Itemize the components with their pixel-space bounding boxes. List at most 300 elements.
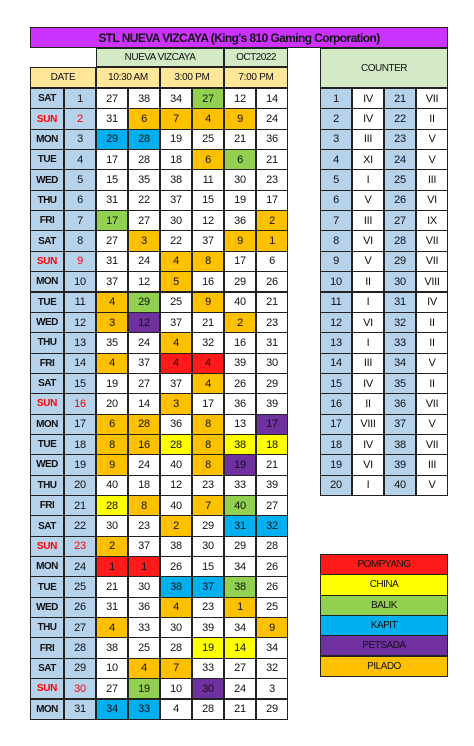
counter-cell: V bbox=[416, 149, 448, 170]
day-cell: THU bbox=[30, 617, 64, 638]
counter-cell: 29 bbox=[384, 251, 416, 272]
counter-cell: VII bbox=[416, 393, 448, 414]
date-cell: 31 bbox=[64, 699, 96, 720]
result-number-cell: 34 bbox=[256, 637, 288, 658]
result-number-cell: 28 bbox=[160, 637, 192, 658]
day-cell: WED bbox=[30, 312, 64, 333]
counter-cell: 17 bbox=[320, 414, 352, 435]
result-number-cell: 14 bbox=[128, 393, 160, 414]
result-number-cell: 16 bbox=[128, 434, 160, 455]
result-number-cell: 23 bbox=[192, 475, 224, 496]
date-cell: 21 bbox=[64, 495, 96, 516]
result-number-cell: 4 bbox=[160, 699, 192, 720]
counter-cell: 35 bbox=[384, 373, 416, 394]
result-number-cell: 27 bbox=[96, 230, 128, 251]
date-cell: 22 bbox=[64, 515, 96, 536]
result-number-cell: 36 bbox=[256, 129, 288, 150]
result-number-cell: 29 bbox=[96, 129, 128, 150]
counter-cell: 14 bbox=[320, 353, 352, 374]
result-number-cell: 7 bbox=[192, 495, 224, 516]
result-number-cell: 4 bbox=[192, 373, 224, 394]
result-number-cell: 38 bbox=[160, 536, 192, 557]
result-number-cell: 4 bbox=[192, 353, 224, 374]
result-number-cell: 11 bbox=[192, 169, 224, 190]
result-number-cell: 3 bbox=[256, 678, 288, 699]
counter-cell: 21 bbox=[384, 88, 416, 109]
result-number-cell: 36 bbox=[224, 210, 256, 231]
day-cell: SAT bbox=[30, 515, 64, 536]
day-cell: TUE bbox=[30, 292, 64, 313]
result-number-cell: 4 bbox=[160, 597, 192, 618]
result-number-cell: 28 bbox=[128, 414, 160, 435]
result-number-cell: 10 bbox=[160, 678, 192, 699]
result-number-cell: 21 bbox=[256, 454, 288, 475]
result-number-cell: 24 bbox=[128, 454, 160, 475]
result-number-cell: 26 bbox=[256, 576, 288, 597]
result-number-cell: 4 bbox=[160, 332, 192, 353]
result-number-cell: 24 bbox=[224, 678, 256, 699]
counter-cell: VII bbox=[416, 251, 448, 272]
result-number-cell: 25 bbox=[192, 129, 224, 150]
result-number-cell: 12 bbox=[192, 210, 224, 231]
result-number-cell: 1 bbox=[128, 556, 160, 577]
counter-cell: 9 bbox=[320, 251, 352, 272]
counter-cell: 25 bbox=[384, 169, 416, 190]
result-number-cell: 8 bbox=[192, 454, 224, 475]
result-number-cell: 33 bbox=[128, 699, 160, 720]
result-number-cell: 3 bbox=[128, 230, 160, 251]
result-number-cell: 27 bbox=[192, 88, 224, 109]
result-number-cell: 29 bbox=[224, 536, 256, 557]
date-cell: 29 bbox=[64, 658, 96, 679]
result-number-cell: 40 bbox=[224, 495, 256, 516]
result-number-cell: 40 bbox=[160, 495, 192, 516]
counter-cell: 38 bbox=[384, 434, 416, 455]
draw-time-1030am: 10:30 AM bbox=[96, 67, 160, 88]
result-number-cell: 19 bbox=[96, 373, 128, 394]
result-number-cell: 30 bbox=[192, 678, 224, 699]
result-number-cell: 38 bbox=[128, 88, 160, 109]
result-number-cell: 15 bbox=[192, 556, 224, 577]
result-number-cell: 7 bbox=[160, 108, 192, 129]
result-number-cell: 1 bbox=[256, 230, 288, 251]
result-number-cell: 37 bbox=[128, 536, 160, 557]
result-number-cell: 37 bbox=[160, 373, 192, 394]
result-number-cell: 38 bbox=[160, 169, 192, 190]
date-cell: 16 bbox=[64, 393, 96, 414]
date-cell: 6 bbox=[64, 190, 96, 211]
day-cell: FRI bbox=[30, 637, 64, 658]
counter-cell: 34 bbox=[384, 353, 416, 374]
day-cell: THU bbox=[30, 190, 64, 211]
result-number-cell: 39 bbox=[256, 475, 288, 496]
result-number-cell: 29 bbox=[192, 515, 224, 536]
result-number-cell: 33 bbox=[224, 475, 256, 496]
result-number-cell: 21 bbox=[96, 576, 128, 597]
counter-cell: 24 bbox=[384, 149, 416, 170]
date-cell: 9 bbox=[64, 251, 96, 272]
result-number-cell: 32 bbox=[256, 515, 288, 536]
date-cell: 1 bbox=[64, 88, 96, 109]
day-cell: SAT bbox=[30, 373, 64, 394]
result-number-cell: 21 bbox=[224, 129, 256, 150]
result-number-cell: 28 bbox=[160, 434, 192, 455]
result-number-cell: 1 bbox=[224, 597, 256, 618]
result-number-cell: 29 bbox=[224, 271, 256, 292]
counter-cell: VI bbox=[352, 230, 384, 251]
result-number-cell: 22 bbox=[128, 190, 160, 211]
result-number-cell: 34 bbox=[224, 556, 256, 577]
counter-cell: 6 bbox=[320, 190, 352, 211]
result-number-cell: 36 bbox=[160, 414, 192, 435]
result-number-cell: 6 bbox=[192, 149, 224, 170]
result-number-cell: 33 bbox=[128, 617, 160, 638]
result-number-cell: 15 bbox=[96, 169, 128, 190]
counter-cell: 4 bbox=[320, 149, 352, 170]
counter-cell: I bbox=[352, 292, 384, 313]
result-number-cell: 31 bbox=[96, 108, 128, 129]
result-number-cell: 40 bbox=[160, 454, 192, 475]
result-number-cell: 7 bbox=[160, 658, 192, 679]
date-cell: 30 bbox=[64, 678, 96, 699]
result-number-cell: 29 bbox=[256, 699, 288, 720]
result-number-cell: 38 bbox=[224, 576, 256, 597]
result-number-cell: 34 bbox=[224, 617, 256, 638]
result-number-cell: 18 bbox=[128, 475, 160, 496]
counter-cell: 12 bbox=[320, 312, 352, 333]
result-number-cell: 30 bbox=[96, 515, 128, 536]
legend-petsada: PETSADA bbox=[320, 635, 448, 656]
day-cell: FRI bbox=[30, 210, 64, 231]
counter-cell: 7 bbox=[320, 210, 352, 231]
result-number-cell: 30 bbox=[224, 169, 256, 190]
day-cell: MON bbox=[30, 414, 64, 435]
result-number-cell: 37 bbox=[96, 271, 128, 292]
day-cell: MON bbox=[30, 556, 64, 577]
day-cell: FRI bbox=[30, 495, 64, 516]
result-number-cell: 32 bbox=[192, 332, 224, 353]
day-cell: SUN bbox=[30, 108, 64, 129]
result-number-cell: 38 bbox=[160, 576, 192, 597]
day-cell: MON bbox=[30, 699, 64, 720]
result-number-cell: 29 bbox=[128, 292, 160, 313]
result-number-cell: 8 bbox=[192, 251, 224, 272]
result-number-cell: 31 bbox=[96, 597, 128, 618]
result-number-cell: 37 bbox=[192, 576, 224, 597]
counter-cell: 39 bbox=[384, 454, 416, 475]
counter-cell: 2 bbox=[320, 108, 352, 129]
result-number-cell: 6 bbox=[96, 414, 128, 435]
date-cell: 12 bbox=[64, 312, 96, 333]
counter-cell: II bbox=[416, 312, 448, 333]
counter-cell: 5 bbox=[320, 169, 352, 190]
result-number-cell: 6 bbox=[224, 149, 256, 170]
counter-cell: XI bbox=[352, 149, 384, 170]
counter-cell: 23 bbox=[384, 129, 416, 150]
counter-cell: 31 bbox=[384, 292, 416, 313]
counter-cell: V bbox=[416, 353, 448, 374]
legend-china: CHINA bbox=[320, 574, 448, 595]
result-number-cell: 28 bbox=[96, 495, 128, 516]
result-number-cell: 34 bbox=[96, 699, 128, 720]
result-number-cell: 2 bbox=[256, 210, 288, 231]
result-number-cell: 36 bbox=[224, 393, 256, 414]
result-number-cell: 8 bbox=[128, 495, 160, 516]
result-number-cell: 37 bbox=[128, 353, 160, 374]
counter-cell: VI bbox=[416, 190, 448, 211]
legend-pilado: PILADO bbox=[320, 656, 448, 677]
result-number-cell: 34 bbox=[160, 88, 192, 109]
counter-cell: 16 bbox=[320, 393, 352, 414]
result-number-cell: 30 bbox=[128, 576, 160, 597]
result-number-cell: 12 bbox=[224, 88, 256, 109]
counter-cell: VII bbox=[416, 434, 448, 455]
result-number-cell: 10 bbox=[96, 658, 128, 679]
day-cell: WED bbox=[30, 597, 64, 618]
result-number-cell: 21 bbox=[256, 292, 288, 313]
counter-cell: V bbox=[352, 190, 384, 211]
result-number-cell: 17 bbox=[192, 393, 224, 414]
result-number-cell: 4 bbox=[96, 353, 128, 374]
counter-cell: III bbox=[352, 129, 384, 150]
draw-time-300pm: 3:00 PM bbox=[160, 67, 224, 88]
counter-cell: VII bbox=[416, 88, 448, 109]
date-cell: 14 bbox=[64, 353, 96, 374]
result-number-cell: 31 bbox=[224, 515, 256, 536]
result-number-cell: 6 bbox=[256, 251, 288, 272]
counter-cell: 26 bbox=[384, 190, 416, 211]
result-number-cell: 3 bbox=[96, 312, 128, 333]
month-header: OCT2022 bbox=[224, 48, 288, 67]
result-number-cell: 8 bbox=[96, 434, 128, 455]
result-number-cell: 24 bbox=[128, 251, 160, 272]
result-number-cell: 27 bbox=[128, 210, 160, 231]
group-header: NUEVA VIZCAYA bbox=[96, 48, 224, 67]
day-cell: THU bbox=[30, 332, 64, 353]
day-cell: WED bbox=[30, 169, 64, 190]
day-cell: TUE bbox=[30, 149, 64, 170]
date-cell: 24 bbox=[64, 556, 96, 577]
date-cell: 2 bbox=[64, 108, 96, 129]
day-cell: WED bbox=[30, 454, 64, 475]
date-cell: 19 bbox=[64, 454, 96, 475]
result-number-cell: 25 bbox=[160, 292, 192, 313]
result-number-cell: 24 bbox=[256, 108, 288, 129]
result-number-cell: 4 bbox=[160, 353, 192, 374]
result-number-cell: 31 bbox=[96, 190, 128, 211]
result-number-cell: 4 bbox=[160, 251, 192, 272]
result-number-cell: 37 bbox=[160, 312, 192, 333]
counter-cell: I bbox=[352, 169, 384, 190]
result-number-cell: 2 bbox=[224, 312, 256, 333]
date-cell: 23 bbox=[64, 536, 96, 557]
counter-cell: 19 bbox=[320, 454, 352, 475]
result-number-cell: 17 bbox=[96, 210, 128, 231]
result-number-cell: 8 bbox=[192, 434, 224, 455]
result-number-cell: 31 bbox=[96, 251, 128, 272]
legend-kapit: KAPIT bbox=[320, 615, 448, 636]
result-number-cell: 35 bbox=[96, 332, 128, 353]
result-number-cell: 36 bbox=[128, 597, 160, 618]
result-number-cell: 26 bbox=[224, 373, 256, 394]
result-number-cell: 27 bbox=[96, 88, 128, 109]
result-number-cell: 27 bbox=[128, 373, 160, 394]
counter-cell: IX bbox=[416, 210, 448, 231]
result-number-cell: 12 bbox=[160, 475, 192, 496]
counter-cell: V bbox=[416, 129, 448, 150]
result-number-cell: 19 bbox=[192, 637, 224, 658]
result-number-cell: 38 bbox=[96, 637, 128, 658]
counter-cell: 22 bbox=[384, 108, 416, 129]
result-number-cell: 30 bbox=[256, 353, 288, 374]
result-number-cell: 40 bbox=[224, 292, 256, 313]
result-number-cell: 26 bbox=[256, 271, 288, 292]
counter-cell: IV bbox=[352, 108, 384, 129]
counter-cell: VII bbox=[416, 230, 448, 251]
date-cell: 5 bbox=[64, 169, 96, 190]
result-number-cell: 9 bbox=[224, 108, 256, 129]
counter-cell: III bbox=[416, 169, 448, 190]
result-number-cell: 27 bbox=[96, 678, 128, 699]
result-number-cell: 27 bbox=[256, 495, 288, 516]
counter-cell: VIII bbox=[416, 271, 448, 292]
day-cell: SAT bbox=[30, 658, 64, 679]
date-cell: 7 bbox=[64, 210, 96, 231]
date-cell: 3 bbox=[64, 129, 96, 150]
result-number-cell: 22 bbox=[160, 230, 192, 251]
result-number-cell: 28 bbox=[192, 699, 224, 720]
result-number-cell: 37 bbox=[160, 190, 192, 211]
counter-cell: II bbox=[352, 271, 384, 292]
counter-cell: VI bbox=[352, 454, 384, 475]
result-number-cell: 12 bbox=[128, 312, 160, 333]
result-number-cell: 40 bbox=[96, 475, 128, 496]
result-number-cell: 13 bbox=[224, 414, 256, 435]
counter-cell: IV bbox=[352, 434, 384, 455]
result-number-cell: 14 bbox=[224, 637, 256, 658]
counter-cell: III bbox=[352, 210, 384, 231]
result-number-cell: 4 bbox=[96, 617, 128, 638]
counter-cell: V bbox=[352, 251, 384, 272]
result-number-cell: 26 bbox=[160, 556, 192, 577]
result-number-cell: 4 bbox=[96, 292, 128, 313]
date-cell: 4 bbox=[64, 149, 96, 170]
counter-cell: I bbox=[352, 332, 384, 353]
result-number-cell: 19 bbox=[128, 678, 160, 699]
result-number-cell: 19 bbox=[224, 454, 256, 475]
counter-cell: 15 bbox=[320, 373, 352, 394]
result-number-cell: 37 bbox=[192, 230, 224, 251]
result-number-cell: 39 bbox=[192, 617, 224, 638]
result-number-cell: 4 bbox=[128, 658, 160, 679]
result-number-cell: 23 bbox=[256, 312, 288, 333]
counter-cell: V bbox=[416, 414, 448, 435]
result-number-cell: 19 bbox=[160, 129, 192, 150]
result-number-cell: 15 bbox=[192, 190, 224, 211]
result-number-cell: 28 bbox=[128, 149, 160, 170]
date-cell: 8 bbox=[64, 230, 96, 251]
result-number-cell: 23 bbox=[192, 597, 224, 618]
result-number-cell: 17 bbox=[256, 190, 288, 211]
counter-cell: II bbox=[416, 373, 448, 394]
result-number-cell: 14 bbox=[256, 88, 288, 109]
result-number-cell: 17 bbox=[224, 251, 256, 272]
counter-cell: 36 bbox=[384, 393, 416, 414]
day-cell: TUE bbox=[30, 434, 64, 455]
counter-cell: 3 bbox=[320, 129, 352, 150]
result-number-cell: 28 bbox=[256, 536, 288, 557]
legend-balik: BALIK bbox=[320, 595, 448, 616]
counter-cell: 11 bbox=[320, 292, 352, 313]
counter-title: COUNTER bbox=[320, 48, 448, 88]
counter-cell: 27 bbox=[384, 210, 416, 231]
date-cell: 17 bbox=[64, 414, 96, 435]
date-cell: 20 bbox=[64, 475, 96, 496]
counter-cell: 30 bbox=[384, 271, 416, 292]
date-cell: 18 bbox=[64, 434, 96, 455]
result-number-cell: 18 bbox=[256, 434, 288, 455]
result-number-cell: 17 bbox=[256, 414, 288, 435]
result-number-cell: 35 bbox=[128, 169, 160, 190]
counter-cell: 33 bbox=[384, 332, 416, 353]
result-number-cell: 12 bbox=[128, 271, 160, 292]
result-number-cell: 39 bbox=[224, 353, 256, 374]
result-number-cell: 21 bbox=[192, 312, 224, 333]
counter-cell: 1 bbox=[320, 88, 352, 109]
day-cell: FRI bbox=[30, 353, 64, 374]
result-number-cell: 5 bbox=[160, 271, 192, 292]
result-number-cell: 21 bbox=[256, 149, 288, 170]
counter-cell: 10 bbox=[320, 271, 352, 292]
draw-time-700pm: 7:00 PM bbox=[224, 67, 288, 88]
result-number-cell: 2 bbox=[96, 536, 128, 557]
day-cell: SAT bbox=[30, 230, 64, 251]
result-number-cell: 4 bbox=[192, 108, 224, 129]
counter-cell: 18 bbox=[320, 434, 352, 455]
day-cell: SUN bbox=[30, 536, 64, 557]
date-cell: 13 bbox=[64, 332, 96, 353]
day-cell: SUN bbox=[30, 678, 64, 699]
legend-pompyang: POMPYANG bbox=[320, 554, 448, 575]
result-number-cell: 30 bbox=[160, 617, 192, 638]
date-cell: 15 bbox=[64, 373, 96, 394]
day-cell: SUN bbox=[30, 251, 64, 272]
result-number-cell: 38 bbox=[224, 434, 256, 455]
date-header: DATE bbox=[30, 67, 96, 88]
counter-cell: 28 bbox=[384, 230, 416, 251]
counter-cell: IV bbox=[416, 292, 448, 313]
sheet-title: STL NUEVA VIZCAYA (King's 810 Gaming Corporation) bbox=[30, 27, 448, 48]
day-cell: SAT bbox=[30, 88, 64, 109]
result-number-cell: 9 bbox=[224, 230, 256, 251]
counter-cell: V bbox=[416, 475, 448, 496]
counter-cell: VIII bbox=[352, 414, 384, 435]
counter-cell: 8 bbox=[320, 230, 352, 251]
result-number-cell: 23 bbox=[256, 169, 288, 190]
result-number-cell: 27 bbox=[224, 658, 256, 679]
counter-cell: 13 bbox=[320, 332, 352, 353]
date-cell: 28 bbox=[64, 637, 96, 658]
result-number-cell: 21 bbox=[224, 699, 256, 720]
counter-cell: III bbox=[352, 353, 384, 374]
counter-cell: II bbox=[416, 108, 448, 129]
counter-cell: 37 bbox=[384, 414, 416, 435]
counter-cell: II bbox=[416, 332, 448, 353]
result-number-cell: 18 bbox=[160, 149, 192, 170]
result-number-cell: 30 bbox=[192, 536, 224, 557]
date-cell: 27 bbox=[64, 617, 96, 638]
result-number-cell: 17 bbox=[96, 149, 128, 170]
